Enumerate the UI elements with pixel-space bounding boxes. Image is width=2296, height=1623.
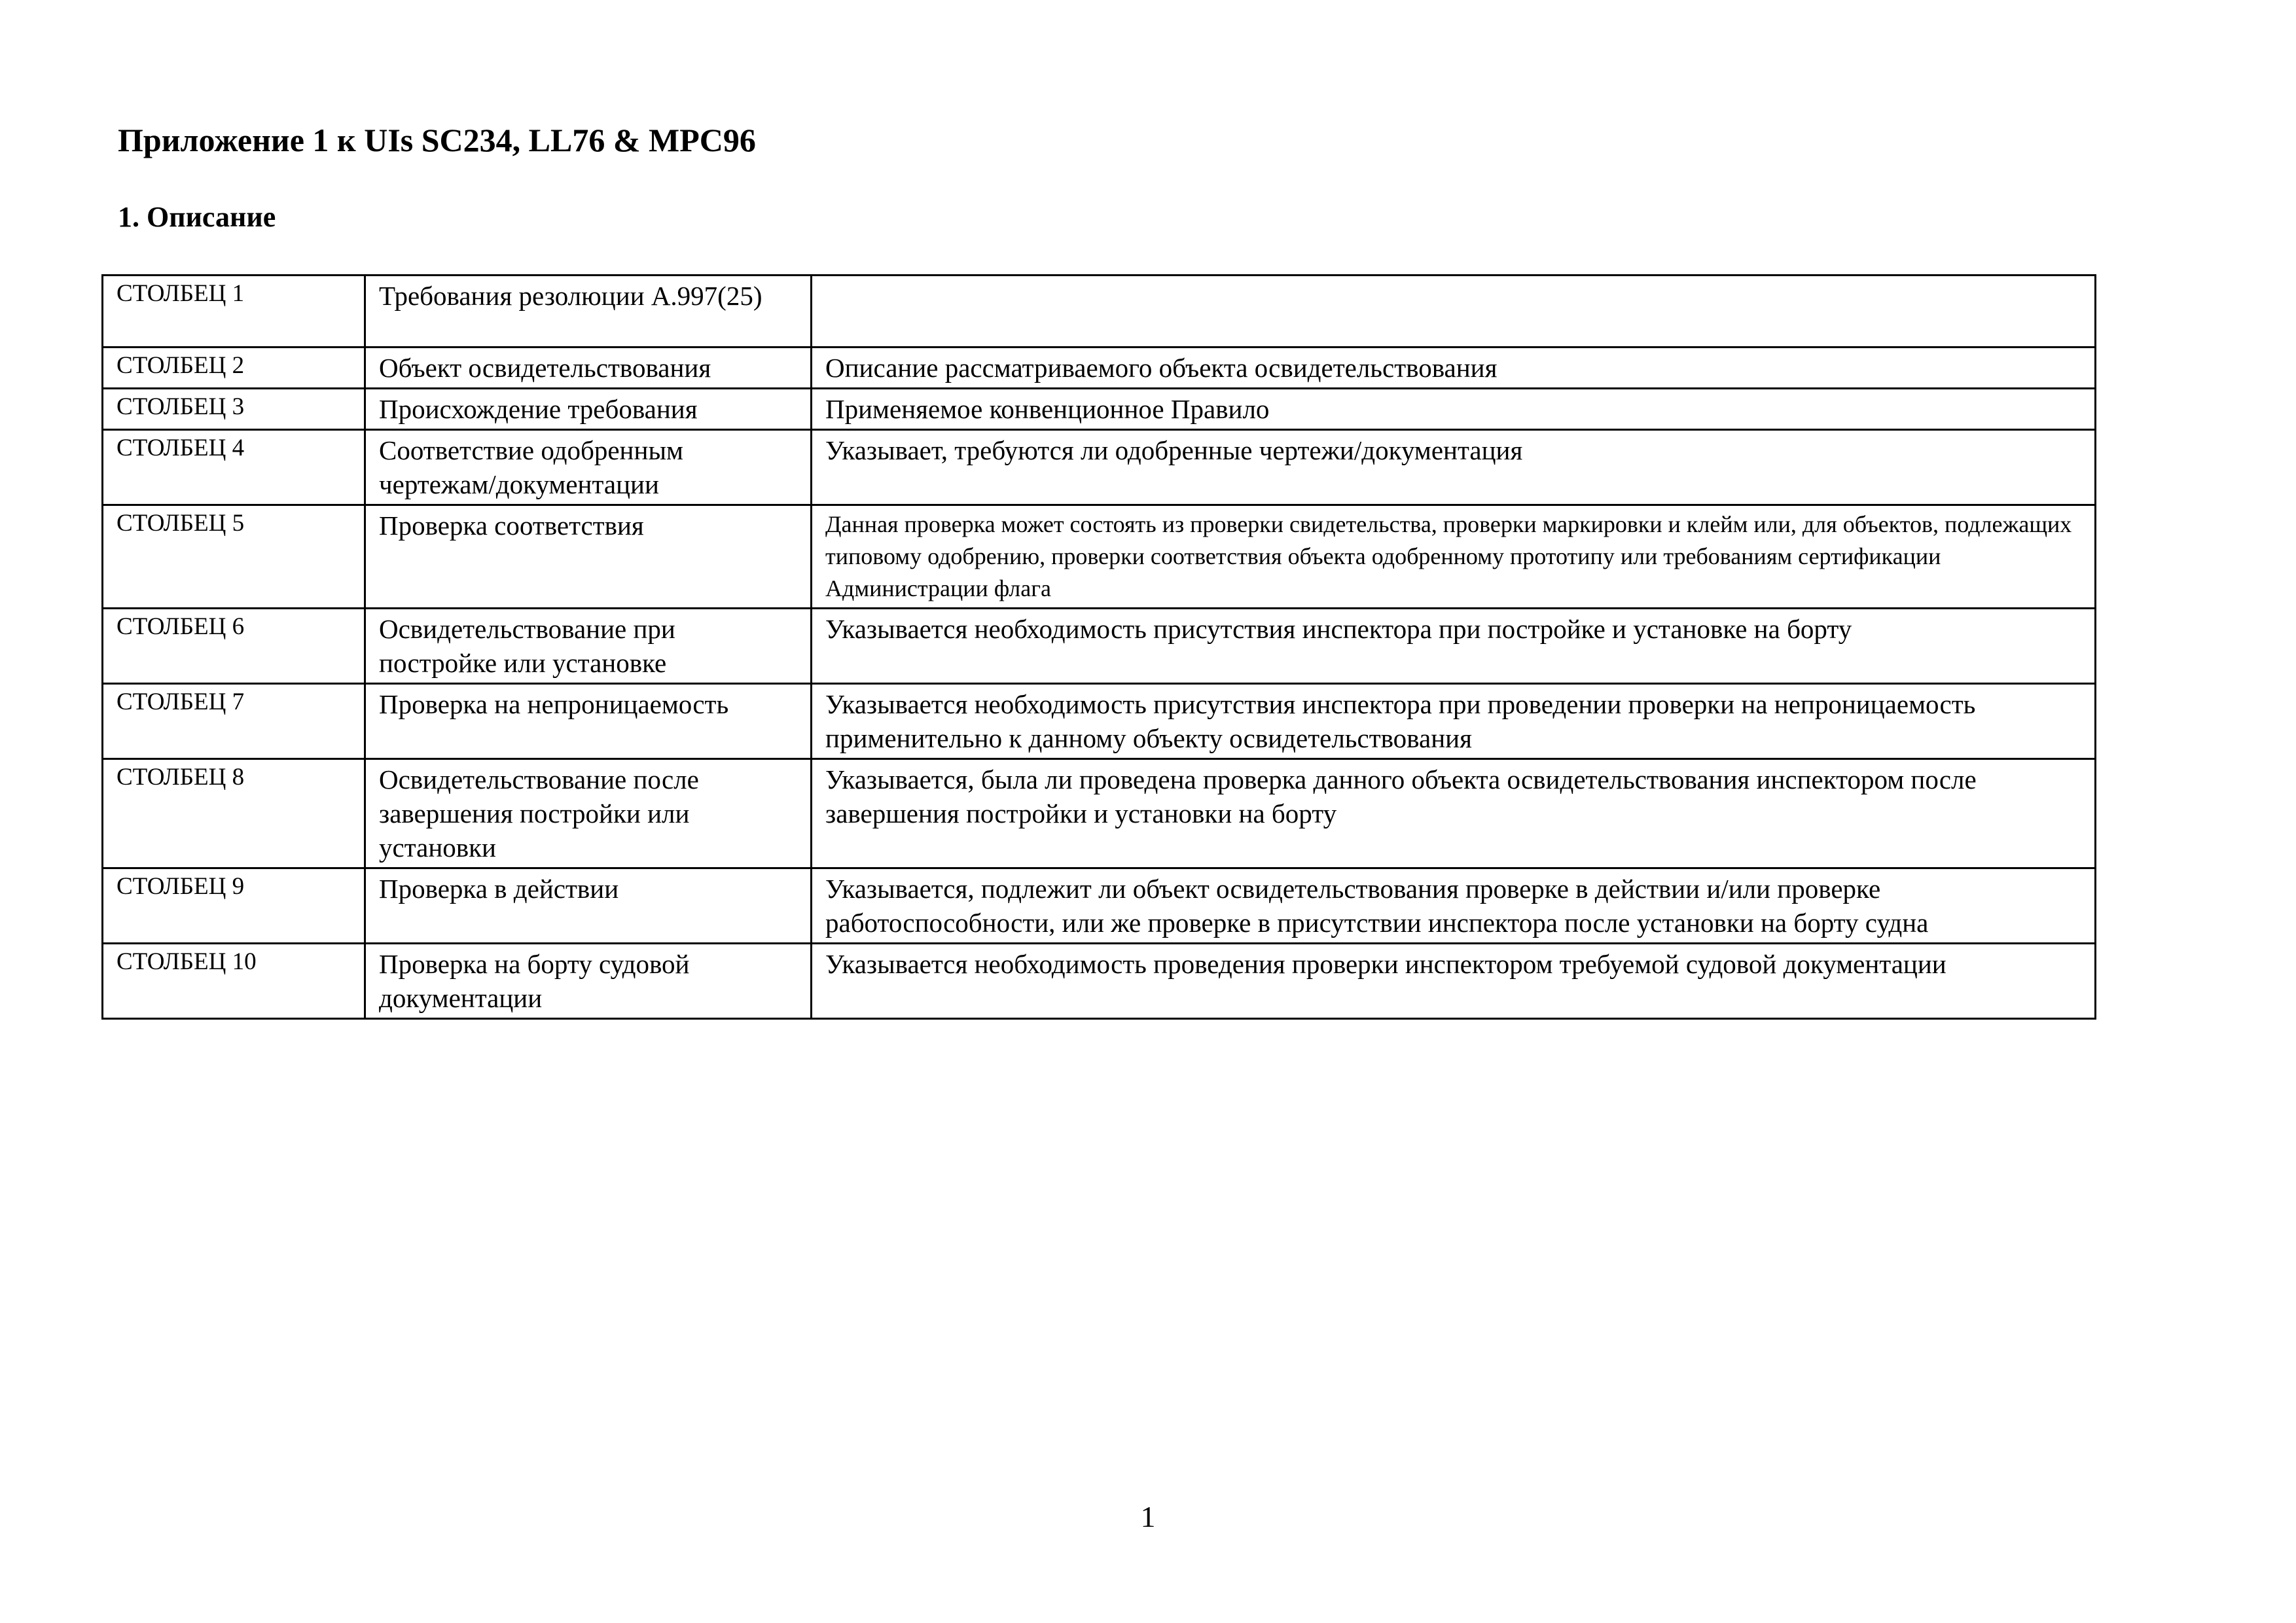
table-row (103, 759, 2096, 868)
item-description-cell: Указывается необходимость присутствия инспектора при проведении проверки на непроницаемость применительно к данному объекту освидетельствования (812, 684, 2096, 759)
item-name-cell: Происхождение требования (365, 389, 812, 430)
item-name-cell: Проверка в действии (365, 868, 812, 944)
item-description-cell: Указывает, требуются ли одобренные чертежи/документация (812, 430, 2096, 505)
item-description-cell: Указывается, была ли проведена проверка данного объекта освидетельствования инспектором после завершения постройки и установки на борту (812, 759, 2096, 868)
column-id-cell: СТОЛБЕЦ 7 (103, 684, 365, 759)
item-description-cell: Указывается, подлежит ли объект освидетельствования проверке в действии и/или проверке работоспособности, или же проверке в присутствии инспектора после установки на борту судна (812, 868, 2096, 944)
item-name-cell: Требования резолюции А.997(25) (365, 276, 812, 348)
column-id-cell: СТОЛБЕЦ 8 (103, 759, 365, 868)
item-name-cell: Соответствие одобренным чертежам/документации (365, 430, 812, 505)
column-id-cell: СТОЛБЕЦ 5 (103, 505, 365, 609)
item-description-cell (812, 276, 2096, 348)
table-row (103, 389, 2096, 430)
column-id-cell: СТОЛБЕЦ 4 (103, 430, 365, 505)
item-description-cell: Указывается необходимость проведения проверки инспектором требуемой судовой документации (812, 944, 2096, 1019)
item-name-cell: Проверка на борту судовой документации (365, 944, 812, 1019)
column-id-cell: СТОЛБЕЦ 9 (103, 868, 365, 944)
item-name-cell: Проверка на непроницаемость (365, 684, 812, 759)
table-row (103, 684, 2096, 759)
table-row (103, 430, 2096, 505)
description-table (101, 274, 2096, 1020)
item-description-cell: Данная проверка может состоять из проверки свидетельства, проверки маркировки и клейм или, для объектов, подлежащих типовому одобрению, проверки соответствия объекта одобренному прототипу или требованиям сертификации Администрации флага (812, 505, 2096, 609)
column-id-cell: СТОЛБЕЦ 6 (103, 609, 365, 684)
table-row (103, 868, 2096, 944)
item-name-cell: Объект освидетельствования (365, 348, 812, 389)
table-row (103, 609, 2096, 684)
table-row (103, 505, 2096, 609)
table-row (103, 944, 2096, 1019)
table-row (103, 348, 2096, 389)
item-description-cell: Применяемое конвенционное Правило (812, 389, 2096, 430)
column-id-cell: СТОЛБЕЦ 1 (103, 276, 365, 348)
table-row (103, 276, 2096, 348)
document-title: Приложение 1 к UIs SC234, LL76 & MPC96 (118, 122, 756, 158)
item-description-cell: Описание рассматриваемого объекта освидетельствования (812, 348, 2096, 389)
column-id-cell: СТОЛБЕЦ 3 (103, 389, 365, 430)
column-id-cell: СТОЛБЕЦ 2 (103, 348, 365, 389)
page-number: 1 (1140, 1500, 1156, 1533)
item-description-cell: Указывается необходимость присутствия инспектора при постройке и установке на борту (812, 609, 2096, 684)
item-name-cell: Освидетельствование после завершения постройки или установки (365, 759, 812, 868)
section-heading: 1. Описание (118, 201, 276, 233)
item-name-cell: Проверка соответствия (365, 505, 812, 609)
item-name-cell: Освидетельствование при постройке или установке (365, 609, 812, 684)
column-id-cell: СТОЛБЕЦ 10 (103, 944, 365, 1019)
